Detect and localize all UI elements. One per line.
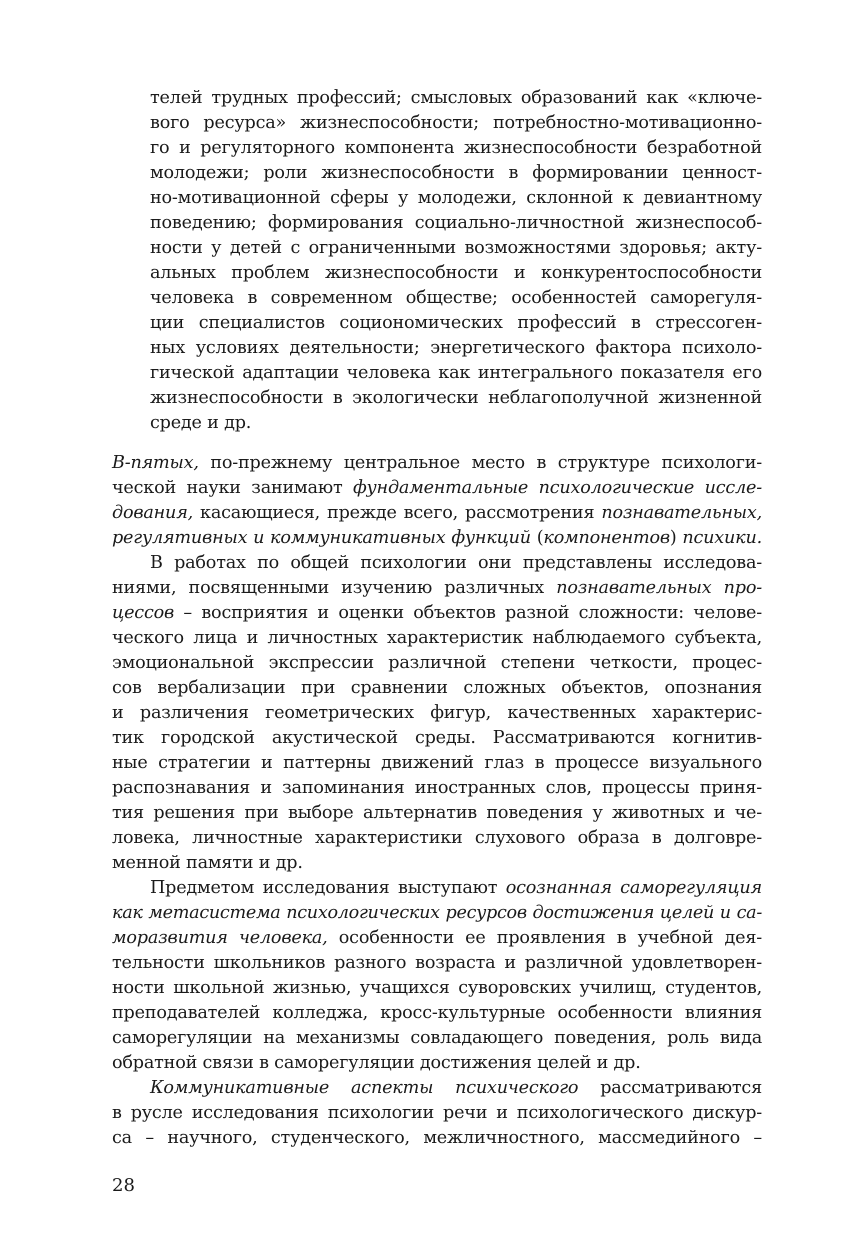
quote-line: поведению; формирования социально-личностной жизнеспособ-	[150, 213, 762, 233]
emphasis: познавательных про-	[556, 578, 762, 598]
paragraph-line: преподавателей колледжа, кросс-культурные особенности влияния	[112, 1003, 762, 1023]
paragraph-line: ные стратегии и паттерны движений глаз в процессе визуального	[112, 753, 762, 773]
paragraph-line	[112, 476, 762, 500]
paragraph-line	[150, 1076, 762, 1100]
paragraph-line: и различения геометрических фигур, качественных характерис-	[112, 703, 762, 723]
paragraph-line: ческого лица и личностных характеристик наблюдаемого субъекта,	[112, 628, 762, 648]
paragraph-line	[112, 901, 762, 925]
emphasis: компонентов	[543, 528, 670, 548]
paragraph-line: ности школьной жизнью, учащихся суворовских училищ, студентов,	[112, 978, 762, 998]
text-run: касающиеся, прежде всего, рассмотрения	[193, 503, 602, 523]
quote-line: ных условиях деятельности; энергетического фактора психоло-	[150, 338, 762, 358]
emphasis: психики.	[682, 528, 762, 548]
emphasis: фундаментальные психологические иссле-	[352, 478, 762, 498]
quote-line: альных проблем жизнеспособности и конкурентоспособности	[150, 263, 762, 283]
text-run: особенности ее проявления в учебной дея-	[327, 928, 762, 948]
text-run: ческой науки занимают	[112, 478, 353, 498]
text-run: Предметом исследования выступают	[150, 878, 506, 898]
emphasis: регулятивных и коммуникативных функций	[112, 528, 531, 548]
quote-line: но-мотивационной сферы у молодежи, склонной к девиантному	[150, 188, 762, 208]
quote-line: человека в современном обществе; особенностей саморегуля-	[150, 288, 762, 308]
quote-line: вого ресурса» жизнеспособности; потребностно-мотивационно-	[150, 113, 762, 133]
paragraph-line: В работах по общей психологии они представлены исследова-	[150, 553, 762, 573]
paragraph-line: са – научного, студенческого, межличностного, массмедийного –	[112, 1128, 762, 1148]
paragraph-line: тельности школьников разного возраста и различной удовлетворен-	[112, 953, 762, 973]
quote-line: ности у детей с ограниченными возможностями здоровья; акту-	[150, 238, 762, 258]
text-run: )	[669, 528, 683, 548]
quote-line: молодежи; роли жизнеспособности в формировании ценност-	[150, 163, 762, 183]
paragraph-line: тик городской акустической среды. Рассматриваются когнитив-	[112, 728, 762, 748]
paragraph-line: саморегуляции на механизмы совладающего поведения, роль вида	[112, 1028, 762, 1048]
text-run: ниями, посвященными изучению различных	[112, 578, 557, 598]
paragraph-line	[112, 926, 762, 950]
text-run: (	[530, 528, 544, 548]
paragraph-line: распознавания и запоминания иностранных слов, процессы приня-	[112, 778, 762, 798]
quote-line: жизнеспособности в экологически неблагополучной жизненной	[150, 388, 762, 408]
quote-line: телей трудных профессий; смысловых образований как «ключе-	[150, 88, 762, 108]
paragraph-line: менной памяти и др.	[112, 853, 303, 873]
emphasis: как метасистема психологических ресурсов достижения целей и са-	[112, 903, 762, 923]
paragraph-line: ловека, личностные характеристики слухового образа в долговре-	[112, 828, 762, 848]
text-run: рассматриваются	[578, 1078, 762, 1098]
quote-line: среде и др.	[150, 413, 252, 433]
emphasis: осознанная саморегуляция	[505, 878, 762, 898]
emphasis: моразвития человека,	[112, 928, 328, 948]
quote-line: ции специалистов социономических профессий в стрессоген-	[150, 313, 762, 333]
paragraph-line: тия решения при выборе альтернатив поведения у животных и че-	[112, 803, 762, 823]
paragraph-line	[112, 601, 762, 625]
paragraph-line	[112, 451, 762, 475]
paragraph-line	[112, 576, 762, 600]
paragraph-line: в русле исследования психологии речи и психологического дискур-	[112, 1103, 762, 1123]
quote-line: гической адаптации человека как интегрального показателя его	[150, 363, 762, 383]
paragraph-line: эмоциональной экспрессии различной степени четкости, процес-	[112, 653, 762, 673]
quote-line: го и регуляторного компонента жизнеспособности безработной	[150, 138, 762, 158]
emphasis: дования,	[112, 503, 194, 523]
paragraph-line: сов вербализации при сравнении сложных объектов, опознания	[112, 678, 762, 698]
emphasis: познавательных,	[601, 503, 762, 523]
emphasis: цессов	[112, 603, 175, 623]
paragraph-line	[112, 501, 762, 525]
emphasis: Коммуникативные аспекты психического	[150, 1078, 579, 1098]
emphasis: В-пятых,	[112, 453, 199, 473]
page-number: 28	[112, 1175, 135, 1196]
paragraph-line	[150, 876, 762, 900]
text-run: – восприятия и оценки объектов разной сложности: челове-	[174, 603, 762, 623]
paragraph-line	[112, 526, 762, 550]
paragraph-line: обратной связи в саморегуляции достижения целей и др.	[112, 1053, 641, 1073]
text-run: по-прежнему центральное место в структуре психологи-	[198, 453, 762, 473]
